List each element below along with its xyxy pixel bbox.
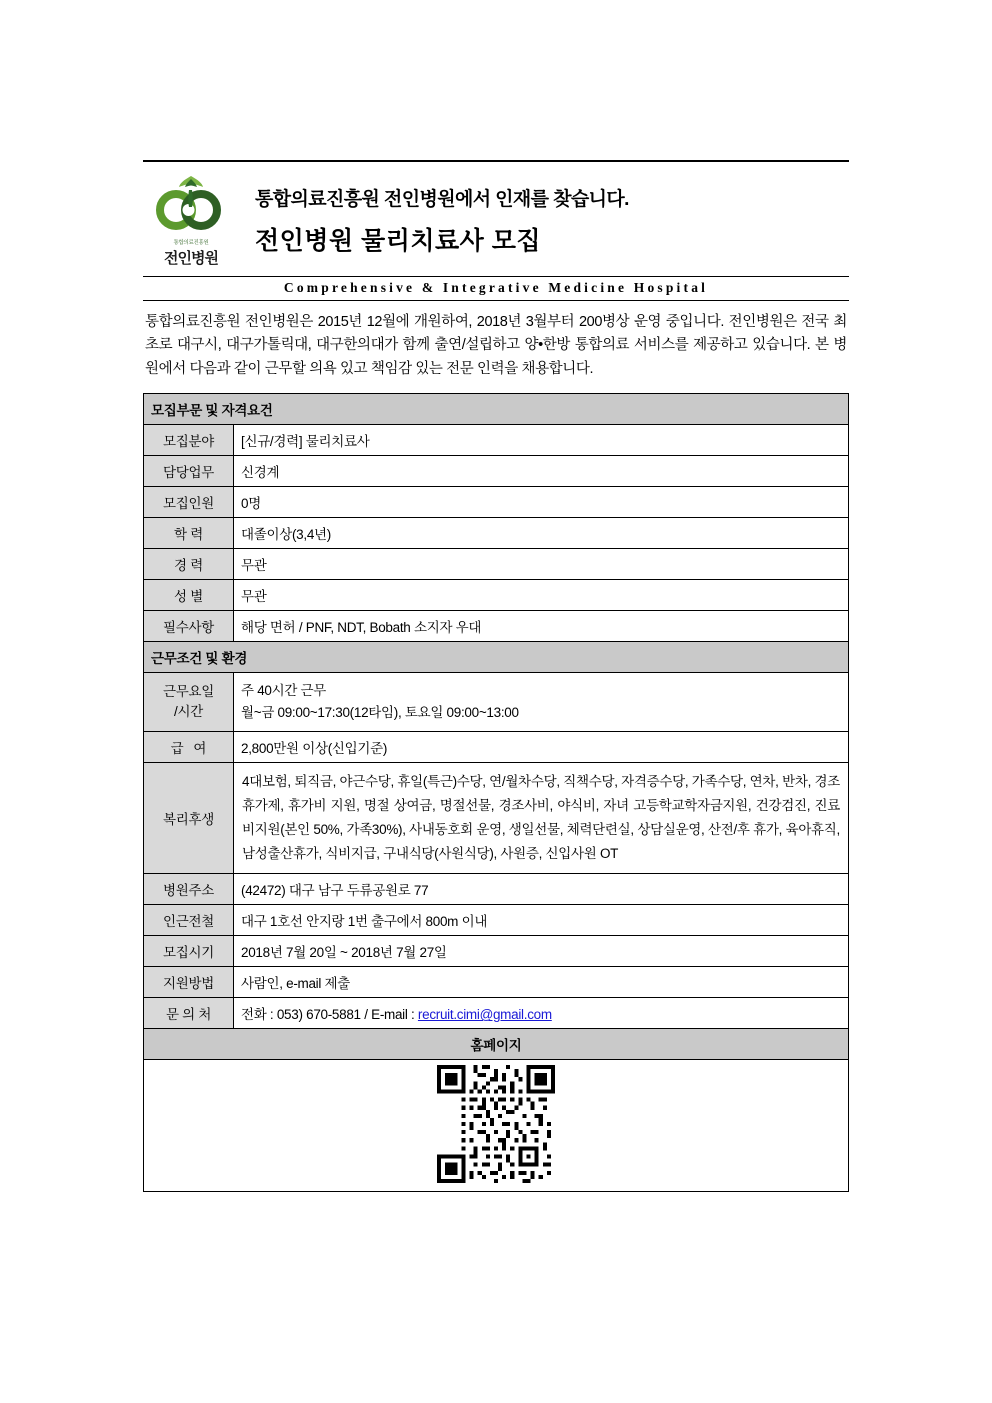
row-value-workdays [234,673,849,732]
english-band: Comprehensive & Integrative Medicine Hospital [143,276,849,301]
row-label-workdays [144,673,234,732]
contact-phone-text: 전화 : 053) 670-5881 / E-mail : [241,1007,418,1023]
workdays-value-line1: 주 40시간 근무 [241,683,327,699]
row-value-contact [234,998,849,1029]
row-label-field: 모집분야 [144,425,234,456]
row-label-education: 학 력 [144,518,234,549]
row-label-headcount: 모집인원 [144,487,234,518]
row-value-duty: 신경계 [234,456,849,487]
hospital-logo [143,172,239,268]
table-row [144,673,849,732]
row-value-experience: 무관 [234,549,849,580]
table-row [144,518,849,549]
row-value-address: (42472) 대구 남구 두류공원로 77 [234,874,849,905]
table-row [144,642,849,673]
table-row [144,967,849,998]
row-label-method: 지원방법 [144,967,234,998]
document-page [143,160,849,1192]
qr-code-icon[interactable] [437,1065,555,1186]
row-label-duty: 담당업무 [144,456,234,487]
workdays-label-line2: /시간 [174,704,203,720]
document-header [143,162,849,272]
logo-name-text: 전인병원 [164,250,218,267]
row-label-contact: 문 의 처 [144,998,234,1029]
table-row [144,1060,849,1192]
row-value-period: 2018년 7월 20일 ~ 2018년 7월 27일 [234,936,849,967]
contact-email-link[interactable]: recruit.cimi@gmail.com [417,1007,552,1023]
intro-paragraph: 통합의료진흥원 전인병원은 2015년 12월에 개원하여, 2018년 3월부터 200병상 운영 중입니다. 전인병원은 전국 최초로 대구시, 대구가톨릭대, 대구한의대가 함께 출연/설립하고 양•한방 통합의료 서비스를 제공하고 있습니다. 본 병원에서 다음과 같이 근무할 의욕 있고 책임감 있는 전문 인력을 채용합니다. [145,314,847,377]
info-table [143,393,849,1192]
page-title: 전인병원 물리치료사 모집 [255,226,542,255]
table-row [144,763,849,874]
logo-sub-text: 통합의료진흥원 [173,240,209,246]
row-value-headcount: 0명 [234,487,849,518]
row-value-field: [신규/경력] 물리치료사 [234,425,849,456]
row-label-experience: 경 력 [144,549,234,580]
table-row [144,905,849,936]
table-row [144,936,849,967]
table-row [144,394,849,425]
section-header-work: 근무조건 및 환경 [144,642,849,673]
table-row [144,1029,849,1060]
row-value-gender: 무관 [234,580,849,611]
table-row [144,487,849,518]
row-label-benefits: 복리후생 [144,763,234,874]
row-value-transit: 대구 1호선 안지랑 1번 출구에서 800m 이내 [234,905,849,936]
table-row [144,874,849,905]
row-label-period: 모집시기 [144,936,234,967]
row-label-address: 병원주소 [144,874,234,905]
table-row [144,456,849,487]
row-label-transit: 인근전철 [144,905,234,936]
section-header-homepage: 홈페이지 [144,1029,849,1060]
row-value-method: 사람인, e-mail 제출 [234,967,849,998]
row-value-education: 대졸이상(3,4년) [234,518,849,549]
table-row [144,998,849,1029]
row-value-pay: 2,800만원 이상(신입기준) [234,732,849,763]
section-header-recruit: 모집부문 및 자격요건 [144,394,849,425]
row-label-requirements: 필수사항 [144,611,234,642]
row-value-requirements: 해당 면허 / PNF, NDT, Bobath 소지자 우대 [234,611,849,642]
table-row [144,549,849,580]
header-titles [239,184,849,257]
table-row [144,611,849,642]
header-subtitle: 통합의료진흥원 전인병원에서 인재를 찾습니다. [255,188,629,210]
workdays-label-line1: 근무요일 [163,684,214,700]
workdays-value-line2: 월~금 09:00~17:30(12타임), 토요일 09:00~13:00 [241,705,519,721]
table-row [144,732,849,763]
row-label-gender: 성 별 [144,580,234,611]
row-label-pay: 급 여 [144,732,234,763]
table-row [144,425,849,456]
table-row [144,580,849,611]
row-value-benefits: 4대보험, 퇴직금, 야근수당, 휴일(특근)수당, 연/월차수당, 직책수당, 자격증수당, 가족수당, 연차, 반차, 경조휴가제, 휴가비 지원, 명절 상여금, 명절선물, 경조사비, 야식비, 자녀 고등학교학자금지원, 건강검진, 진료비지원(본인 50%, 가족30%), 사내동호회 운영, 생일선물, 체력단련실, 상담실운영, 산전/후 휴가, 육아휴직, 남성출산휴가, 식비지급, 구내식당(사원식당), 사원증, 신입사원 OT [234,763,849,874]
qr-code-cell [144,1060,849,1192]
